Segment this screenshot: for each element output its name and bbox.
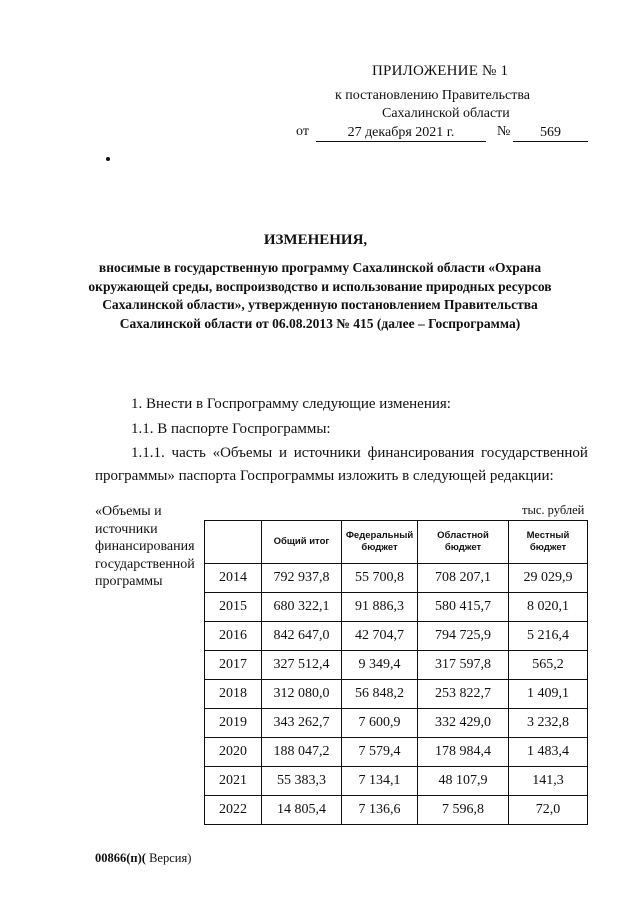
table-cell: 8 020,1 <box>509 593 588 622</box>
table-cell: 794 725,9 <box>418 622 509 651</box>
appendix-title: ПРИЛОЖЕНИЕ № 1 <box>372 63 509 79</box>
footer-code-number: 00866(п)( <box>95 851 146 865</box>
word: «Объемы <box>212 445 273 461</box>
header-year-cell <box>205 521 262 564</box>
header-federal: Федеральный бюджет <box>342 521 418 564</box>
table-cell: 565,2 <box>509 651 588 680</box>
from-label: от <box>296 124 309 139</box>
footer-version: Версия) <box>145 851 192 865</box>
table-cell: 55 700,8 <box>342 564 418 593</box>
header-local: Местный бюджет <box>509 521 588 564</box>
table-cell: 7 600,9 <box>342 709 418 738</box>
table-cell: 7 134,1 <box>342 767 418 796</box>
paragraph-item-1-1-1-line2: программы» паспорта Госпрограммы изложить в следующей редакции: <box>95 468 554 484</box>
word: часть <box>171 445 206 461</box>
table-row <box>205 564 588 593</box>
number-label: № <box>497 124 511 139</box>
table-row <box>205 767 588 796</box>
word: и <box>278 445 287 461</box>
table-row <box>205 651 588 680</box>
year-cell: 2019 <box>205 709 262 738</box>
decree-date: 27 декабря 2021 г. <box>316 124 486 142</box>
table-row <box>205 709 588 738</box>
year-cell: 2021 <box>205 767 262 796</box>
year-cell: 2014 <box>205 564 262 593</box>
table-cell: 1 483,4 <box>509 738 588 767</box>
table-cell: 580 415,7 <box>418 593 509 622</box>
table-cell: 7 596,8 <box>418 796 509 825</box>
appendix-region-line: Сахалинской области <box>382 106 510 121</box>
appendix-decree-line: к постановлению Правительства <box>335 88 531 103</box>
table-cell: 55 383,3 <box>262 767 342 796</box>
table-cell: 188 047,2 <box>262 738 342 767</box>
table-cell: 42 704,7 <box>342 622 418 651</box>
table-row <box>205 796 588 825</box>
table-row <box>205 680 588 709</box>
table-cell: 7 136,6 <box>342 796 418 825</box>
table-cell: 680 322,1 <box>262 593 342 622</box>
table-cell: 7 579,4 <box>342 738 418 767</box>
year-cell: 2022 <box>205 796 262 825</box>
table-row <box>205 593 588 622</box>
table-cell: 29 029,9 <box>509 564 588 593</box>
table-cell: 312 080,0 <box>262 680 342 709</box>
word: 1.1.1. <box>131 445 165 461</box>
word: государственной <box>481 445 588 461</box>
table-cell: 72,0 <box>509 796 588 825</box>
table-cell: 1 409,1 <box>509 680 588 709</box>
footer-code <box>95 851 191 866</box>
year-cell: 2018 <box>205 680 262 709</box>
table-cell: 48 107,9 <box>418 767 509 796</box>
table-cell: 792 937,8 <box>262 564 342 593</box>
table-cell: 317 597,8 <box>418 651 509 680</box>
currency-unit-label: тыс. рублей <box>522 503 585 517</box>
table-cell: 708 207,1 <box>418 564 509 593</box>
table-header-row <box>205 521 588 564</box>
paragraph-item-1-1-1-line1 <box>131 445 588 462</box>
table-cell: 343 262,7 <box>262 709 342 738</box>
document-subtitle: вносимые в государственную программу Сахалинской области «Охрана окружающей среды, воспроизводство и использование природных ресурсов Сахалинской области», утвержденную постановлением Правительства Сахалинской области от 06.08.2013 № 415 (далее – Госпрограмма) <box>88 260 552 331</box>
table-cell: 3 232,8 <box>509 709 588 738</box>
table-cell: 9 349,4 <box>342 651 418 680</box>
word: финансирования <box>367 445 475 461</box>
table-cell: 327 512,4 <box>262 651 342 680</box>
table-row <box>205 622 588 651</box>
funding-volume-label: «Объемы и источники финансирования государственной программы <box>95 504 195 589</box>
paragraph-item-1-1: 1.1. В паспорте Госпрограммы: <box>131 421 331 437</box>
table-cell: 14 805,4 <box>262 796 342 825</box>
year-cell: 2017 <box>205 651 262 680</box>
header-total: Общий итог <box>262 521 342 564</box>
table-cell: 842 647,0 <box>262 622 342 651</box>
paragraph-item-1: 1. Внести в Госпрограмму следующие изменения: <box>131 396 451 412</box>
document-title: ИЗМЕНЕНИЯ, <box>263 232 368 248</box>
word: источники <box>293 445 361 461</box>
funding-table <box>204 520 588 825</box>
year-cell: 2020 <box>205 738 262 767</box>
table-cell: 141,3 <box>509 767 588 796</box>
year-cell: 2015 <box>205 593 262 622</box>
table-cell: 332 429,0 <box>418 709 509 738</box>
table-cell: 91 886,3 <box>342 593 418 622</box>
table-row <box>205 738 588 767</box>
decree-number: 569 <box>513 124 588 142</box>
bullet-dot <box>106 157 110 161</box>
year-cell: 2016 <box>205 622 262 651</box>
header-regional: Областной бюджет <box>418 521 509 564</box>
table-cell: 56 848,2 <box>342 680 418 709</box>
table-cell: 253 822,7 <box>418 680 509 709</box>
table-cell: 178 984,4 <box>418 738 509 767</box>
table-cell: 5 216,4 <box>509 622 588 651</box>
